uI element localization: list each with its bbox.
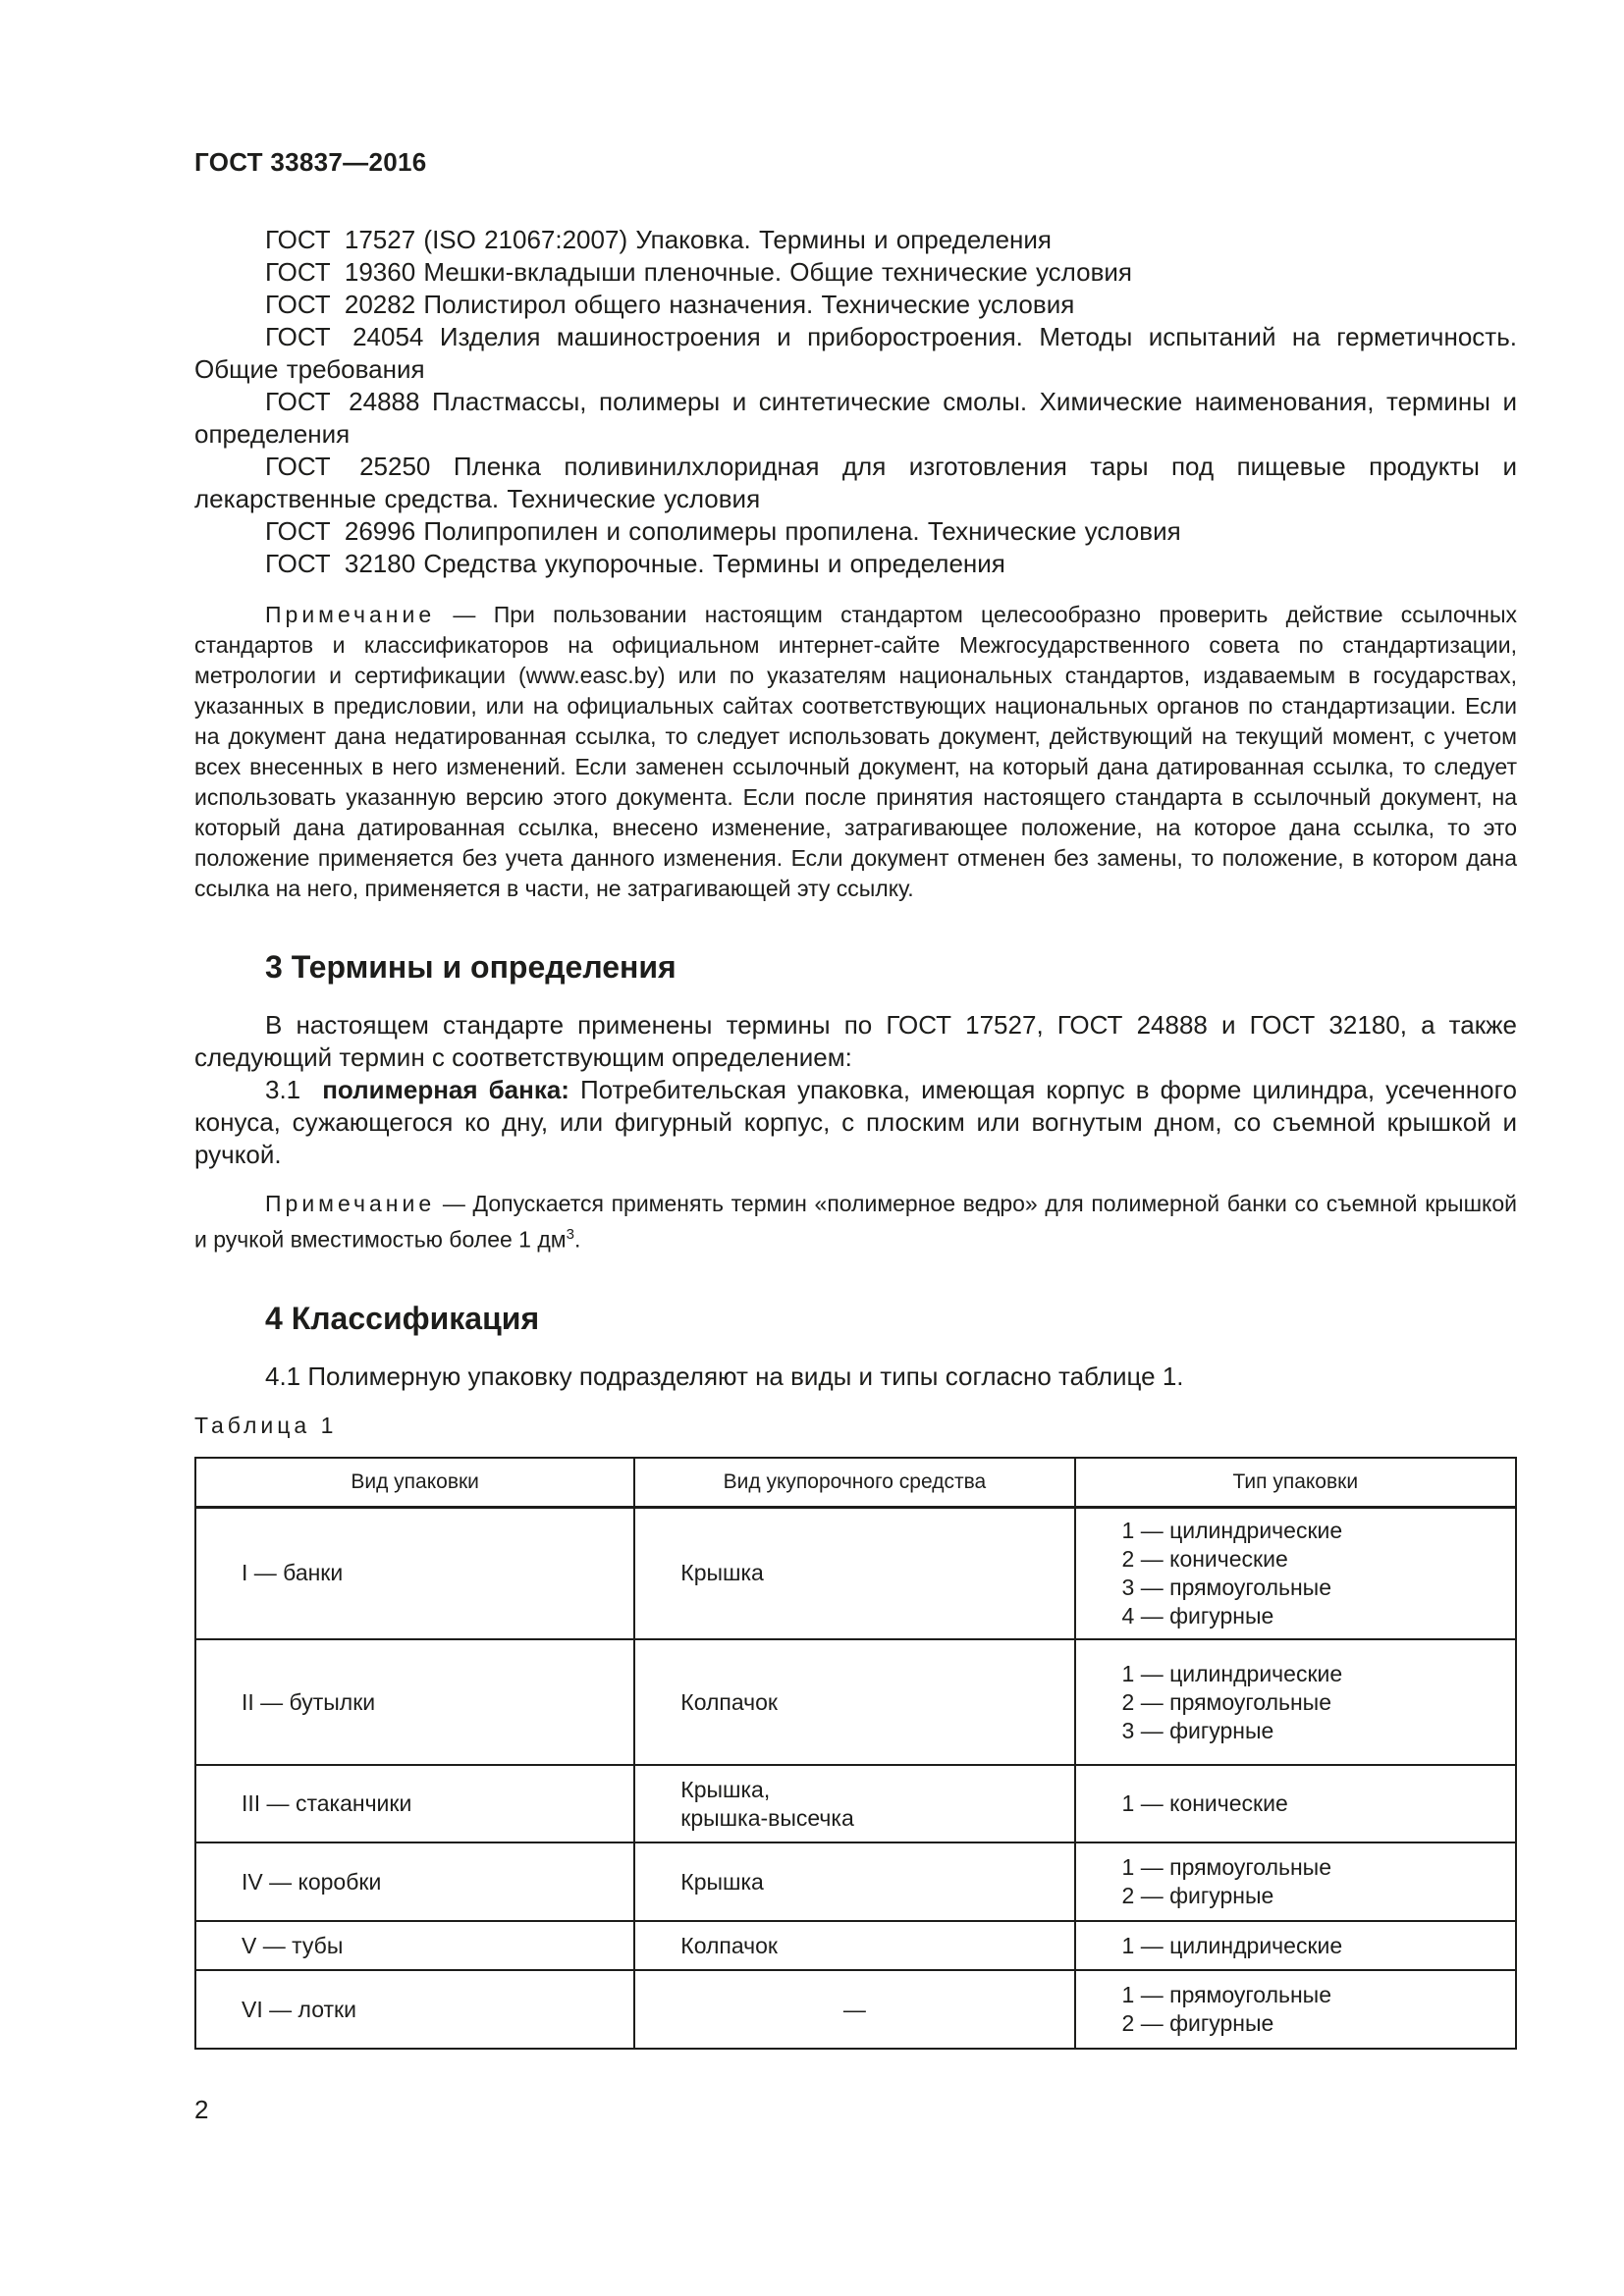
normative-references-list [194,224,1517,580]
references-note [194,600,1517,904]
note-text: — При пользовании настоящим стандартом целесообразно проверить действие ссылочных стандартов и классификаторов на официальном интернет-сайте Межгосударственного совета по стандартизации, метрологии и сертификации (www.easc.by) или по указателям национальных стандартов, издаваемым в государствах, указанных в предисловии, или на официальных сайтах соответствующих национальных органов по стандартизации. Если на документ дана недатированная ссылка, то следует использовать документ, действующий на текущий момент, с учетом всех внесенных в него изменений. Если заменен ссылочный документ, на который дана датированная ссылка, то следует использовать указанную версию этого документа. Если после принятия настоящего стандарта в ссылочный документ, на который дана датированная ссылка, внесено изменение, затрагивающее положение, на которое дана ссылка, то это положение применяется без учета данного изменения. Если документ отменен без замены, то положение, в котором дана ссылка на него, применяется в части, не затрагивающей эту ссылку. [194,602,1518,901]
table-cell: Крышка [634,1842,1074,1921]
table-cell: Крышка, крышка-высечка [634,1765,1074,1842]
paragraph-4-1: 4.1 Полимерную упаковку подразделяют на виды и типы согласно таблице 1. [265,1361,1184,1391]
table-cell: II — бутылки [195,1639,634,1765]
section-3-intro: В настоящем стандарте применены термины по ГОСТ 17527, ГОСТ 24888 и ГОСТ 32180, а также следующий термин с соответствующим определением: [194,1010,1517,1072]
table-caption: Таблица 1 [194,1412,338,1438]
document-code-header: ГОСТ 33837—2016 [194,147,427,177]
reference-item: ГОСТ 24888 Пластмассы, полимеры и синтетические смолы. Химические наименования, термины и определения [194,387,1517,449]
table-row [195,1921,1516,1970]
term-definition-text: Потребительская упаковка, имеющая корпус в форме цилиндра, усеченного конуса, сужающегося ко дну, или фигурный корпус, с плоским или вогнутым дном, со съемной крышкой и ручкой. [194,1075,1517,1169]
term-name: полимерная банка: [322,1075,569,1104]
table-cell: IV — коробки [195,1842,634,1921]
table-cell: 1 — цилиндрические 2 — конические 3 — прямоугольные 4 — фигурные [1075,1507,1516,1639]
reference-item: ГОСТ 24054 Изделия машиностроения и приборостроения. Методы испытаний на герметичность. Общие требования [194,322,1517,384]
reference-item: ГОСТ 32180 Средства укупорочные. Термины и определения [265,549,1005,578]
page-number: 2 [194,2095,209,2124]
table-cell: 1 — прямоугольные 2 — фигурные [1075,1970,1516,2049]
note-label: Примечание [265,602,436,627]
classification-table [194,1457,1517,2051]
table-row [195,1765,1516,1842]
table-cell: — [634,1970,1074,2049]
table-cell: Крышка [634,1507,1074,1639]
table-cell: V — тубы [195,1921,634,1970]
reference-item: ГОСТ 26996 Полипропилен и сополимеры пропилена. Технические условия [265,516,1181,546]
section-3-title: 3 Термины и определения [265,949,677,985]
reference-item: ГОСТ 17527 (ISO 21067:2007) Упаковка. Термины и определения [265,225,1053,254]
table-cell: 1 — конические [1075,1765,1516,1842]
table-row [195,1970,1516,2049]
table-header-cell: Вид укупорочного средства [634,1458,1074,1508]
table-header-row [195,1458,1516,1508]
table-header-cell: Вид упаковки [195,1458,634,1508]
table-row [195,1639,1516,1765]
reference-item: ГОСТ 19360 Мешки-вкладыши пленочные. Общие технические условия [265,257,1132,287]
page-body [194,224,1517,2050]
reference-item: ГОСТ 20282 Полистирол общего назначения. Технические условия [265,290,1075,319]
table-cell: III — стаканчики [195,1765,634,1842]
reference-item: ГОСТ 25250 Пленка поливинилхлоридная для изготовления тары под пищевые продукты и лекарственные средства. Технические условия [194,452,1517,513]
term-note: Примечание — Допускается применять термин «полимерное ведро» для полимерной банки со съемной крышкой и ручкой вместимостью более 1 $дм^3$. [194,1191,1517,1253]
table-row [195,1842,1516,1921]
table-cell: Колпачок [634,1921,1074,1970]
table-cell: 1 — цилиндрические [1075,1921,1516,1970]
term-definition: 3.1 полимерная банка: Потребительская упаковка, имеющая корпус в форме цилиндра, усеченного конуса, сужающегося ко дну, или фигурный корпус, с плоским или вогнутым дном, со съемной крышкой и ручкой. [194,1075,1517,1169]
table-cell: VI — лотки [195,1970,634,2049]
table-cell: Колпачок [634,1639,1074,1765]
table-cell: I — банки [195,1507,634,1639]
table-cell: 1 — цилиндрические 2 — прямоугольные 3 — фигурные [1075,1639,1516,1765]
section-4-title: 4 Классификация [265,1300,540,1336]
table-header-cell: Тип упаковки [1075,1458,1516,1508]
table-row [195,1507,1516,1639]
table-cell: 1 — прямоугольные 2 — фигурные [1075,1842,1516,1921]
